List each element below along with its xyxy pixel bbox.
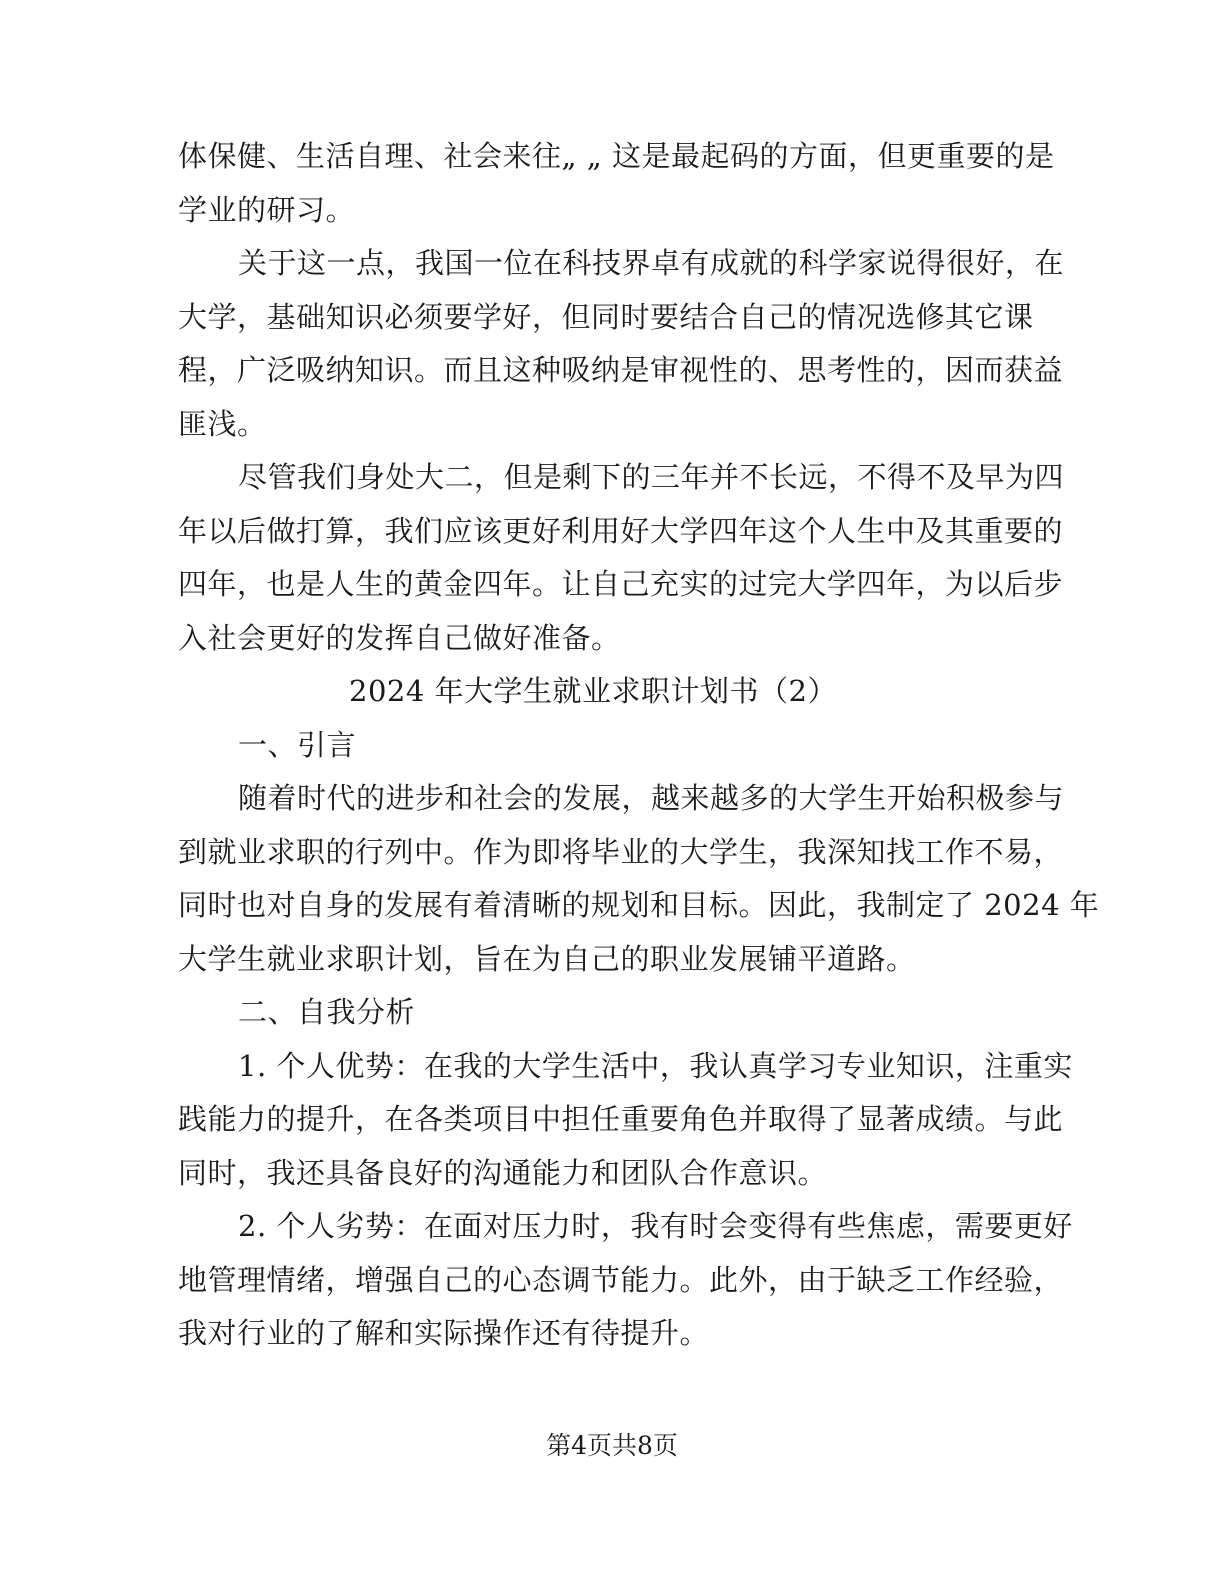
section-heading: 一、引言 (238, 727, 357, 762)
paragraph-line: 程，广泛吸纳知识。而且这种吸纳是审视性的、思考性的，因而获益 (178, 353, 1064, 387)
paragraph-line: 地管理情绪，增强自己的心态调节能力。此外，由于缺乏工作经验， (178, 1262, 1064, 1297)
paragraph-line: 入社会更好的发挥自己做好准备。 (178, 620, 621, 655)
paragraph-line: 1. 个人优势：在我的大学生活中，我认真学习专业知识，注重实 (238, 1048, 1073, 1083)
paragraph-line: 到就业求职的行列中。作为即将毕业的大学生，我深知找工作不易， (178, 834, 1064, 869)
paragraph-line: 匪浅。 (178, 406, 267, 441)
paragraph-line: 尽管我们身处大二，但是剩下的三年并不长远，不得不及早为四 (238, 460, 1065, 494)
paragraph-line: 我对行业的了解和实际操作还有待提升。 (178, 1316, 710, 1350)
paragraph-line: 同时，我还具备良好的沟通能力和团队合作意识。 (178, 1155, 828, 1190)
paragraph-line: 体保健、生活自理、社会来往„ „ 这是最起码的方面，但更重要的是 (178, 139, 1055, 173)
page-number-footer: 第4页共8页 (546, 1431, 678, 1460)
section-heading: 二、自我分析 (238, 995, 416, 1029)
paragraph-line: 同时也对自身的发展有着清晰的规划和目标。因此，我制定了 2024 年 (178, 888, 1100, 922)
paragraph-line: 大学，基础知识必须要学好，但同时要结合自己的情况选修其它课 (178, 299, 1034, 334)
paragraph-line: 四年，也是人生的黄金四年。让自己充实的过完大学四年，为以后步 (178, 567, 1064, 601)
paragraph-line: 年以后做打算，我们应该更好利用好大学四年这个人生中及其重要的 (178, 513, 1064, 548)
paragraph-line: 关于这一点，我国一位在科技界卓有成就的科学家说得很好，在 (238, 246, 1065, 280)
section-title: 2024 年大学生就业求职计划书（2） (349, 674, 837, 708)
document-body (178, 130, 1100, 1361)
paragraph-line: 大学生就业求职计划，旨在为自己的职业发展铺平道路。 (178, 941, 916, 976)
paragraph-line: 学业的研习。 (178, 192, 356, 227)
paragraph-line: 2. 个人劣势：在面对压力时，我有时会变得有些焦虑，需要更好 (238, 1209, 1073, 1243)
paragraph-line: 随着时代的进步和社会的发展，越来越多的大学生开始积极参与 (238, 781, 1065, 815)
paragraph-line: 践能力的提升，在各类项目中担任重要角色并取得了显著成绩。与此 (178, 1102, 1064, 1136)
